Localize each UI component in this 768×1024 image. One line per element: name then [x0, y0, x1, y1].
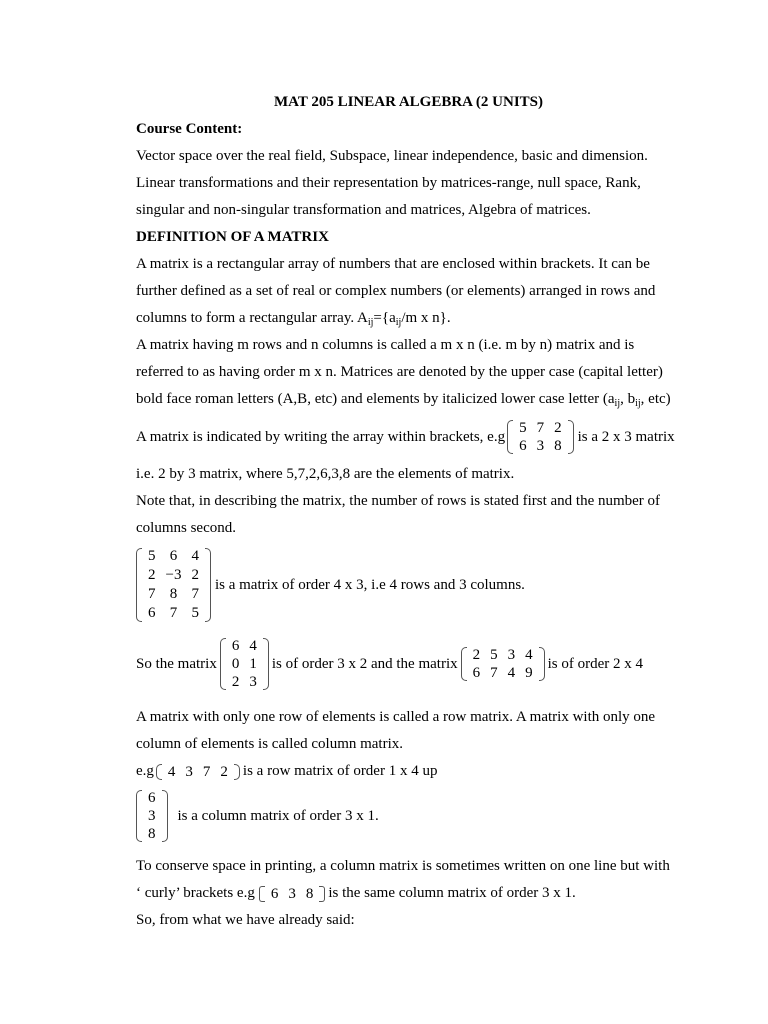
matrix-cell: 3 — [288, 885, 296, 902]
curly-example-line — [136, 880, 681, 907]
matrix-cell: 7 — [536, 420, 545, 436]
matrix-cell: 0 — [231, 656, 240, 672]
matrix-cell: 2 — [472, 647, 481, 663]
column-matrix — [136, 789, 168, 843]
matrix-cell: 6 — [270, 885, 279, 902]
matrix-cell: 3 — [507, 647, 516, 663]
row-col-line: A matrix with only one row of elements is called a row matrix. A matrix with only one — [136, 709, 656, 725]
definition-line: further defined as a set of real or complex numbers (or elements) arranged in rows and — [136, 283, 656, 299]
matrix-cell: 4 — [525, 647, 533, 663]
text-fragment: So the matrix — [136, 655, 217, 672]
matrix-cell: 5 — [519, 420, 527, 436]
matrix-cell: 4 — [191, 548, 199, 564]
subscript: ij — [395, 317, 402, 328]
matrix-cell: 3 — [185, 763, 193, 780]
document-title: MAT 205 LINEAR ALGEBRA (2 UNITS) — [273, 94, 544, 110]
matrix-cell: 6 — [148, 605, 156, 621]
matrix-cell: 7 — [148, 586, 156, 602]
matrix-cell: 4 — [507, 665, 516, 681]
text-fragment: is of order 2 x 4 — [547, 655, 644, 672]
subscript: ij — [635, 398, 641, 409]
text-fragment: is the same column matrix of order 3 x 1. — [328, 885, 576, 901]
text-fragment: ‘ curly’ brackets e.g — [136, 885, 255, 901]
col-example-line — [136, 785, 681, 847]
example1-line — [136, 413, 681, 461]
matrix-2x4 — [461, 646, 545, 682]
definition-line: A matrix is a rectangular array of numbers that are enclosed within brackets. It can be — [136, 256, 650, 272]
matrix-cell: 8 — [169, 586, 178, 602]
matrix-cell: 2 — [191, 567, 199, 583]
text-fragment: is a column matrix of order 3 x 1. — [177, 807, 379, 824]
course-content-heading: Course Content: — [136, 121, 243, 137]
matrix-2x3 — [507, 419, 574, 455]
matrix-cell: 7 — [191, 586, 199, 602]
example3-line — [136, 630, 681, 698]
matrix-cell: 8 — [554, 438, 562, 454]
text-fragment: is a matrix of order 4 x 3, i.e 4 rows and 3 columns. — [214, 576, 525, 593]
matrix-cell: 8 — [305, 885, 314, 902]
text-fragment: bold face roman letters (A,B, etc) and elements by italicized lower case letter (a — [136, 391, 615, 407]
matrix-cell: 6 — [472, 665, 481, 681]
text-fragment: is a row matrix of order 1 x 4 up — [242, 763, 438, 779]
note-line: columns second. — [136, 520, 236, 536]
curly-matrix — [259, 885, 326, 903]
matrix-cell: 6 — [148, 790, 156, 806]
order-line: referred to as having order m x n. Matrices are denoted by the upper case (capital letter) — [136, 364, 663, 380]
subscript: ij — [367, 317, 374, 328]
row-matrix — [156, 763, 240, 781]
matrix-4x3 — [136, 547, 211, 623]
order-line: A matrix having m rows and n columns is called a m x n (i.e. m by n) matrix and is — [136, 337, 635, 353]
matrix-cell: 3 — [249, 674, 257, 690]
matrix-cell: 9 — [525, 665, 533, 681]
matrix-cell: 6 — [519, 438, 527, 454]
note-line: Note that, in describing the matrix, the number of rows is stated first and the number of — [136, 493, 661, 509]
matrix-cell: 2 — [231, 674, 240, 690]
matrix-cell: 5 — [148, 548, 156, 564]
matrix-cell: −3 — [165, 567, 182, 583]
text-fragment: is of order 3 x 2 and the matrix — [271, 655, 458, 672]
row-col-line: column of elements is called column matrix. — [136, 736, 404, 752]
matrix-cell: 7 — [490, 665, 498, 681]
matrix-cell: 5 — [490, 647, 498, 663]
matrix-cell: 4 — [249, 638, 257, 654]
matrix-cell: 3 — [536, 438, 545, 454]
matrix-cell: 7 — [202, 763, 211, 780]
text-fragment: is a 2 x 3 matrix — [577, 428, 675, 445]
matrix-cell: 7 — [169, 605, 178, 621]
example2-line — [136, 544, 681, 626]
definition-line — [136, 305, 681, 332]
matrix-cell: 6 — [231, 638, 240, 654]
course-line: Vector space over the real field, Subspace, linear independence, basic and dimension. — [136, 148, 648, 164]
closing-line: So, from what we have already said: — [136, 912, 355, 928]
text-fragment: A matrix is indicated by writing the array within brackets, e.g — [136, 428, 506, 445]
matrix-cell: 3 — [148, 808, 156, 824]
course-line: Linear transformations and their representation by matrices-range, null space, Rank, — [136, 175, 641, 191]
conserve-line: To conserve space in printing, a column matrix is sometimes written on one line but with — [136, 858, 670, 874]
matrix-cell: 2 — [220, 763, 228, 780]
matrix-cell: 1 — [249, 656, 257, 672]
course-line: singular and non-singular transformation and matrices, Algebra of matrices. — [136, 202, 591, 218]
text-fragment: columns to form a rectangular array. A — [136, 310, 368, 326]
matrix-cell: 6 — [169, 548, 178, 564]
subscript: ij — [614, 398, 621, 409]
text-fragment: /m x n}. — [401, 310, 451, 326]
text-fragment: , etc) — [640, 391, 671, 407]
matrix-cell: 5 — [191, 605, 199, 621]
matrix-cell: 2 — [554, 420, 562, 436]
matrix-3x2 — [220, 637, 269, 691]
matrix-cell: 4 — [167, 763, 176, 780]
document-content — [136, 89, 681, 934]
text-fragment: , b — [620, 391, 636, 407]
example1-note: i.e. 2 by 3 matrix, where 5,7,2,6,3,8 are the elements of matrix. — [136, 466, 515, 482]
row-example-line — [136, 758, 681, 785]
text-fragment: e.g — [136, 763, 154, 779]
text-fragment: ={a — [373, 310, 396, 326]
matrix-cell: 2 — [148, 567, 156, 583]
definition-heading: DEFINITION OF A MATRIX — [136, 229, 329, 245]
order-line — [136, 386, 681, 413]
matrix-cell: 8 — [148, 826, 156, 842]
